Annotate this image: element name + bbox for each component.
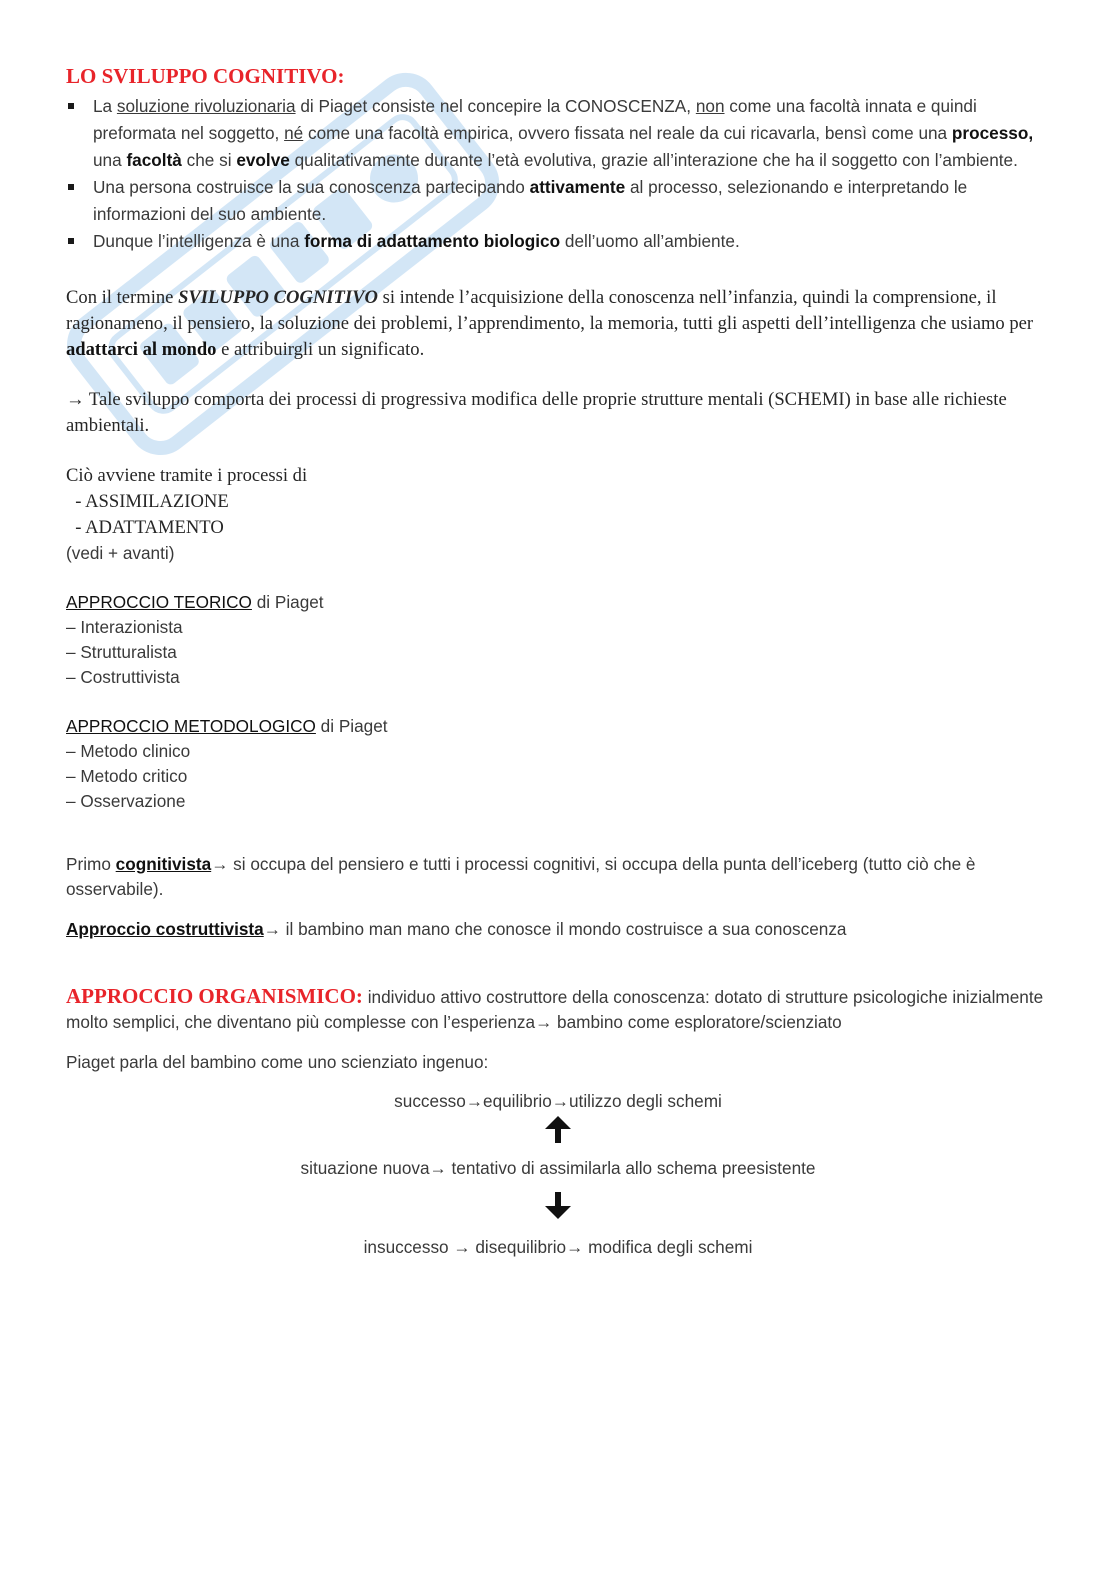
flow-top: successo→equilibrio→utilizzo degli schemi <box>394 1091 722 1111</box>
square-bullet-icon <box>68 103 74 109</box>
definition-paragraph: Con il termine SVILUPPO COGNITIVO si intende l’acquisizione della conoscenza nell’infanzia, quindi la comprensione, il ragionameno, il pensiero, la soluzione dei problemi, l’apprendimento, la memoria, tutti gli aspetti dell’intelligenza che usiamo per adattarci al mondo e attribuirgli un significato. <box>66 287 1034 360</box>
bullet-list <box>66 93 1050 255</box>
organismico-paragraph: APPROCCIO ORGANISMICO: individuo attivo costruttore della conoscenza: dotato di strutture psicologiche inizialmente molto semplici, che diventano più complesse con l’esperienza→ bambino come esploratore/scienziato <box>66 984 1044 1032</box>
metodologico-item: – Metodo clinico <box>66 741 191 761</box>
square-bullet-icon <box>68 238 74 244</box>
processes-intro: Ciò avviene tramite i processi di <box>66 465 308 486</box>
flow-diagram <box>66 1089 1050 1260</box>
metodologico-item: – Metodo critico <box>66 766 188 786</box>
metodologico-item: – Osservazione <box>66 791 186 811</box>
schemes-paragraph: → Tale sviluppo comporta dei processi di progressiva modifica delle proprie strutture mentali (SCHEMI) in base alle richieste ambientali. <box>66 389 1007 436</box>
square-bullet-icon <box>68 184 74 190</box>
teorico-heading: APPROCCIO TEORICO di Piaget <box>66 592 324 612</box>
process-item: - ADATTAMENTO <box>66 517 224 538</box>
metodologico-heading: APPROCCIO METODOLOGICO di Piaget <box>66 716 388 736</box>
bullet-item: Una persona costruisce la sua conoscenza partecipando attivamente al processo, selezionando e interpretando le informazioni del suo ambiente. <box>66 174 1050 228</box>
teorico-item: – Strutturalista <box>66 642 177 662</box>
processes-note: (vedi + avanti) <box>66 543 175 563</box>
arrow-down-icon <box>543 1191 573 1221</box>
teorico-item: – Interazionista <box>66 617 183 637</box>
flow-bottom: insuccesso → disequilibrio→ modifica degli schemi <box>363 1237 753 1257</box>
cognitivista-paragraph: Primo cognitivista→ si occupa del pensiero e tutti i processi cognitivi, si occupa della punta dell’iceberg (tutto ciò che è osservabile). <box>66 854 976 899</box>
bullet-item: Dunque l’intelligenza è una forma di adattamento biologico dell’uomo all’ambiente. <box>66 228 1050 255</box>
bullet-item: La soluzione rivoluzionaria di Piaget consiste nel concepire la CONOSCENZA, non come una facoltà innata e quindi preformata nel soggetto, né come una facoltà empirica, ovvero fissata nel reale da cui ricavarla, bensì come una processo, una facoltà che si evolve qualitativamente durante l’età evolutiva, grazie all’interazione che ha il soggetto con l’ambiente. <box>66 93 1050 174</box>
process-item: - ASSIMILAZIONE <box>66 491 229 512</box>
section-heading: LO SVILUPPO COGNITIVO: <box>66 64 345 88</box>
scientist-intro: Piaget parla del bambino come uno scienziato ingenuo: <box>66 1052 489 1072</box>
arrow-up-icon <box>543 1114 573 1144</box>
flow-middle: situazione nuova→ tentativo di assimilarla allo schema preesistente <box>300 1158 816 1178</box>
costruttivista-paragraph: Approccio costruttivista→ il bambino man mano che conosce il mondo costruisce a sua conoscenza <box>66 919 847 939</box>
document-page <box>66 64 1050 1260</box>
teorico-item: – Costruttivista <box>66 667 180 687</box>
